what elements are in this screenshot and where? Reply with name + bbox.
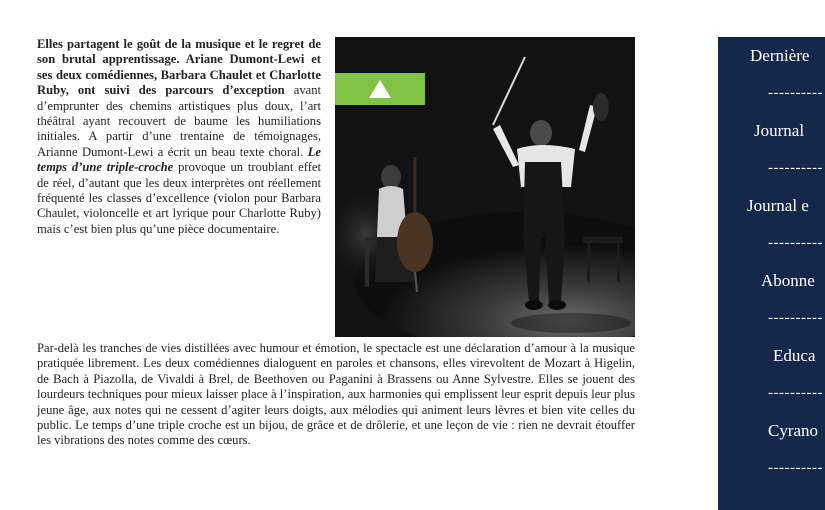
sidebar-item-education[interactable]: Educa [773, 346, 816, 365]
sidebar-separator: ---------- [768, 234, 823, 251]
sidebar-item-journal[interactable]: Journal [754, 121, 805, 140]
sidebar-item-cyrano[interactable]: Cyrano [768, 421, 819, 440]
sidebar-separator: ---------- [768, 459, 823, 476]
sidebar-separator: ---------- [768, 84, 823, 101]
intro-bold-text: Elles partagent le goût de la musique et le regret de son brutal apprentissage. Ariane Dumont-Lewi et ses deux comédiennes, Barbara Chaulet et Charlotte Ruby, ont suivi des parcours d’exception [37, 37, 321, 98]
sidebar-separator: ---------- [768, 159, 823, 176]
show-photo [335, 37, 635, 337]
arrow-up-icon [369, 80, 391, 98]
scroll-to-top-button[interactable] [335, 73, 425, 105]
sidebar-item-abonnement[interactable]: Abonne [761, 271, 815, 290]
sidebar-nav [718, 37, 825, 487]
sidebar-item-derniere[interactable]: Dernière [750, 46, 810, 65]
intro-text-part-2: provoque un troublant effet de réel, d’autant que les deux interprètes ont réellement fréquenté les classes d’excellence (violon pour Barbara Chaulet, violoncelle et art lyrique pour Charlotte Ruby) mais c’est bien plus qu’une pièce documentaire. [37, 160, 322, 236]
sidebar-item-journal-e[interactable]: Journal e [747, 196, 809, 215]
show-title: Le temps d’une triple-croche [37, 144, 321, 175]
sidebar-separator: ---------- [768, 384, 823, 401]
sidebar-menu [718, 37, 825, 510]
intro-text-part-1: avant d’emprunter des chemins artistiques plus doux, l’art théâtral ayant recouvert de baume les humiliations initiales. A partir d’une trentaine de témoignages, Arianne Dumont-Lewi a écrit un beau texte choral. [37, 83, 322, 159]
article-body [37, 37, 635, 449]
second-paragraph: Par-delà les tranches de vies distillées avec humour et émotion, le spectacle est une déclaration d’amour à la musique pratiquée librement. Les deux comédiennes dialoguent en paroles et chansons, elles virevoltent de Mozart à Higelin, de Bach à Piazolla, de Vivaldi à Brel, de Beethoven ou Paganini à Brassens ou Anne Sylvestre. Elles se jouent des lourdeurs techniques pour mieux laisser place à l’inspiration, aux harmonies qui emplissent leur esprit depuis leur plus jeune âge, aux notes qui ne cessent d’agiter leurs doigts, aux mélodies qui animent leurs lèvres et bien vite celles du public. Le temps d’une triple croche est un bijou, de grâce et de drôlerie, et une leçon de vie : rien ne devrait étouffer les vibrations des notes comme des cœurs. [37, 341, 635, 448]
sidebar-separator: ---------- [768, 309, 823, 326]
